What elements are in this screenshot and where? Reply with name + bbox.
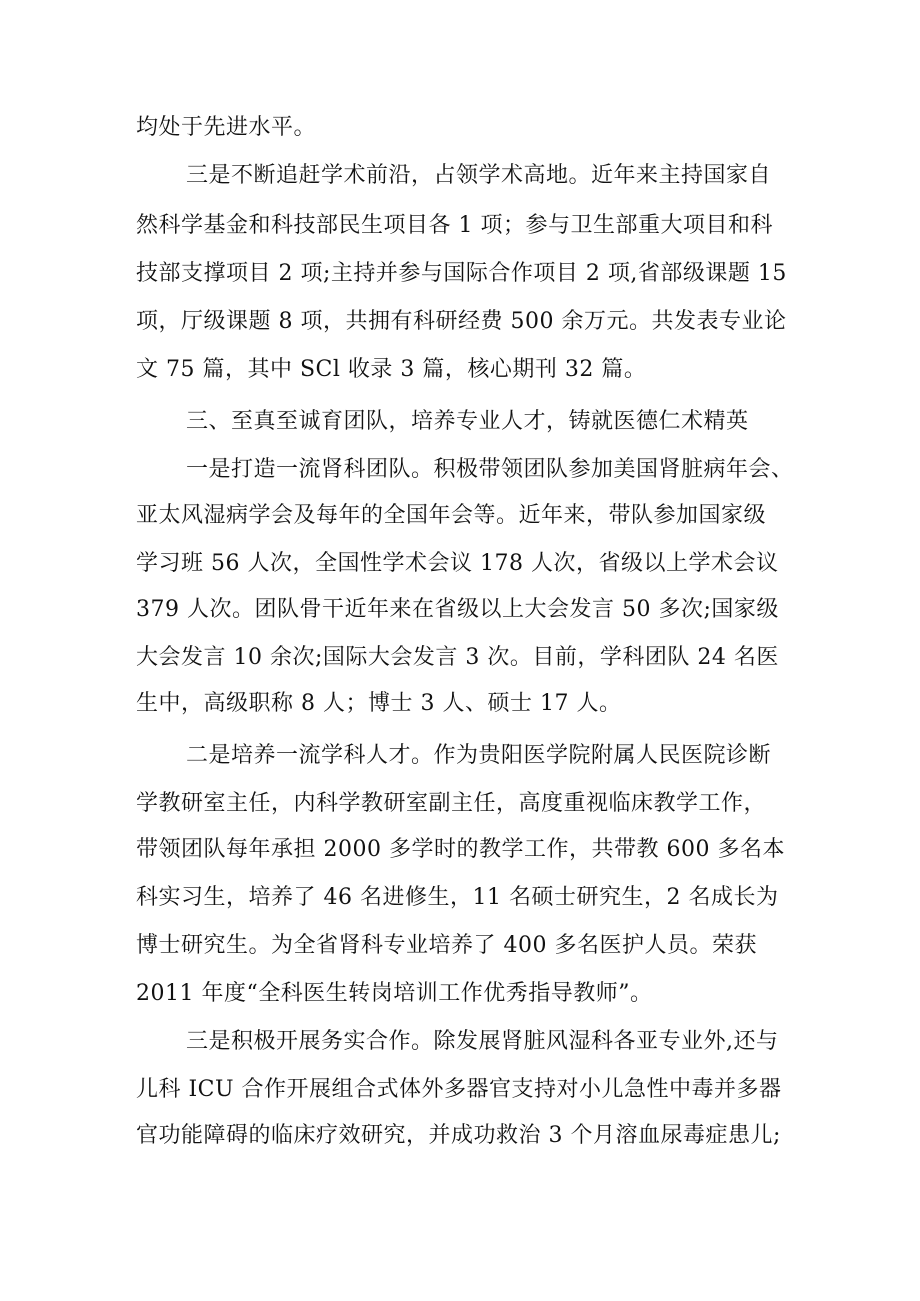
text-line: 均处于先进水平。 xyxy=(136,115,317,140)
paragraph-first-line: 三是积极开展务实合作。除发展肾脏风湿科各亚专业外,还与 xyxy=(186,1029,779,1054)
paragraph-first-line: 一是打造一流肾科团队。积极带领团队参加美国肾脏病年会、 xyxy=(186,457,794,482)
text-line: 生中，高级职称 8 人；博士 3 人、硕士 17 人。 xyxy=(136,691,622,716)
text-line: 科实习生，培养了 46 名进修生，11 名硕士研究生，2 名成长为 xyxy=(136,885,779,910)
text-line: 大会发言 10 余次;国际大会发言 3 次。目前，学科团队 24 名医 xyxy=(136,645,779,670)
text-line: 亚太风湿病学会及每年的全国年会等。近年来，带队参加国家级 xyxy=(136,503,767,528)
section-heading: 三、至真至诚育团队，培养专业人才，铸就医德仁术精英 xyxy=(186,409,749,434)
text-line: 379 人次。团队骨干近年来在省级以上大会发言 50 多次;国家级 xyxy=(136,597,779,622)
text-line: 然科学基金和科技部民生项目各 1 项；参与卫生部重大项目和科 xyxy=(136,213,773,238)
text-line: 博士研究生。为全省肾科专业培养了 400 多名医护人员。荣获 xyxy=(136,933,757,958)
text-line: 带领团队每年承担 2000 多学时的教学工作，共带教 600 多名本 xyxy=(136,837,785,862)
text-line: 学习班 56 人次，全国性学术会议 178 人次，省级以上学术会议 xyxy=(136,551,779,576)
text-line: 官功能障碍的临床疗效研究，并成功救治 3 个月溶血尿毒症患儿; xyxy=(136,1123,781,1148)
text-line: 2011 年度“全科医生转岗培训工作优秀指导教师”。 xyxy=(136,981,653,1006)
text-line: 技部支撑项目 2 项;主持并参与国际合作项目 2 项,省部级课题 15 xyxy=(136,261,787,286)
paragraph-first-line: 二是培养一流学科人才。作为贵阳医学院附属人民医院诊断 xyxy=(186,743,772,768)
paragraph-first-line: 三是不断追赶学术前沿，占领学术高地。近年来主持国家自 xyxy=(186,163,772,188)
text-line: 儿科 ICU 合作开展组合式体外多器官支持对小儿急性中毒并多器 xyxy=(136,1077,782,1102)
text-line: 文 75 篇，其中 SCl 收录 3 篇，核心期刊 32 篇。 xyxy=(136,357,647,382)
text-line: 项，厅级课题 8 项，共拥有科研经费 500 余万元。共发表专业论 xyxy=(136,309,787,334)
text-line: 学教研室主任，内科学教研室副主任，高度重视临床教学工作， xyxy=(136,791,767,816)
